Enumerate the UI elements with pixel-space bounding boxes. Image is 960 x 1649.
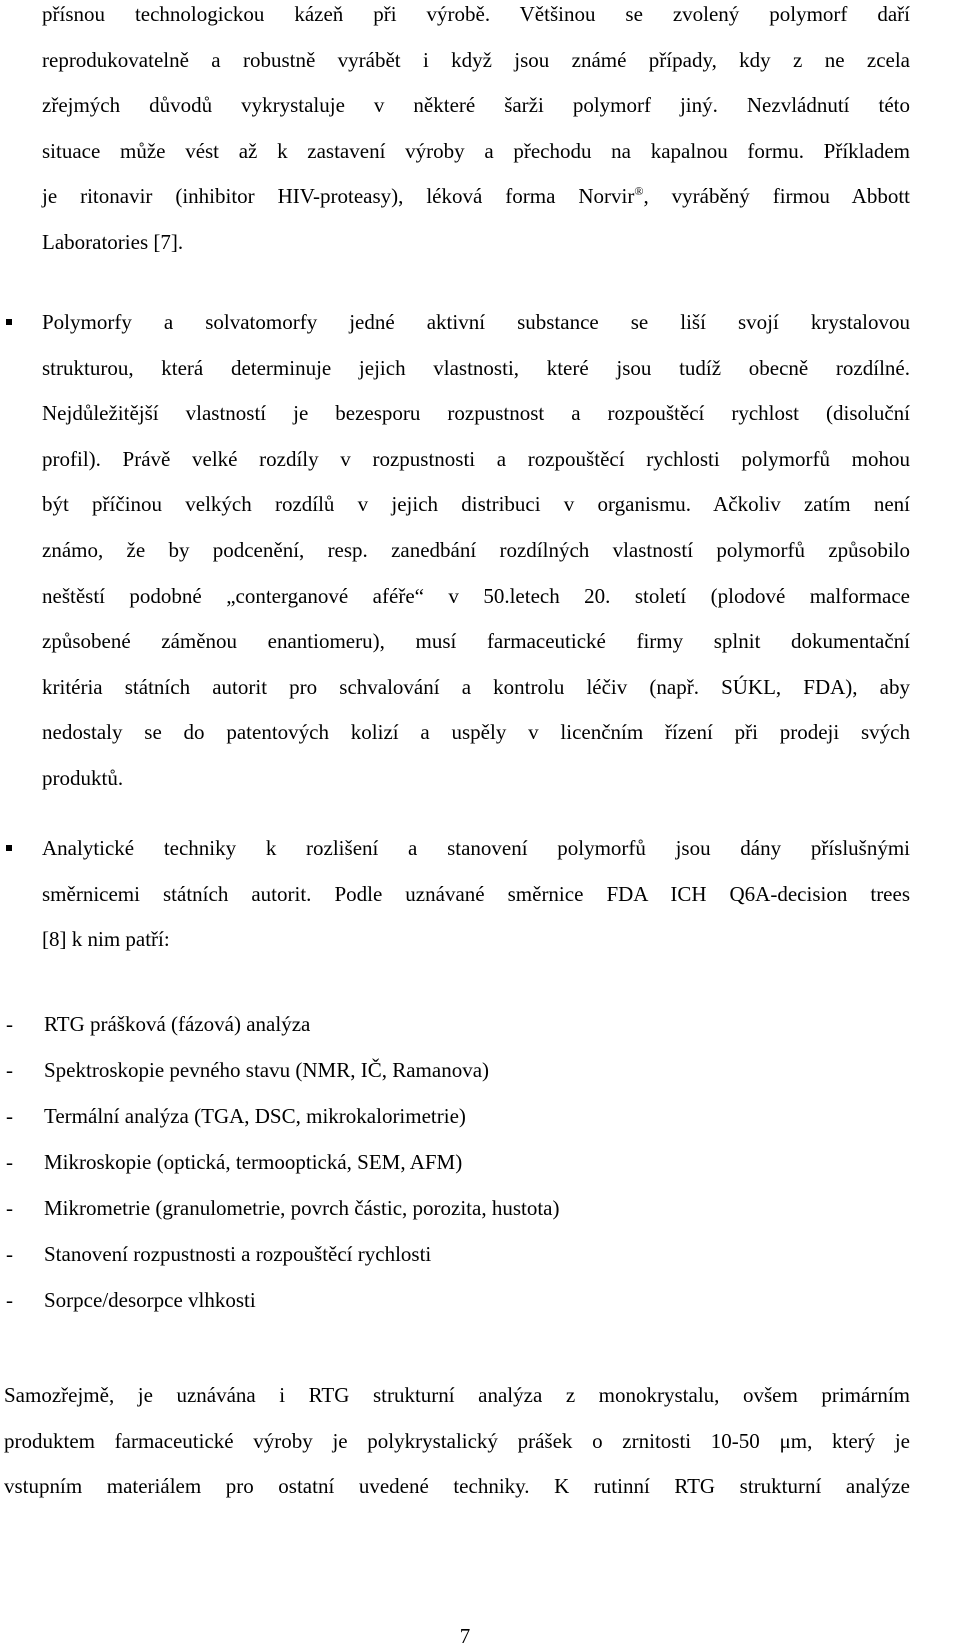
text-line: nedostaly se do patentových kolizí a uspěly v licenčním řízení při prodeji svých: [42, 720, 910, 745]
list-item-text: Mikroskopie (optická, termooptická, SEM, AFM): [44, 1150, 463, 1174]
intro-paragraph: [42, 0, 910, 266]
text-line: kritéria státních autorit pro schvalování a kontrolu léčiv (např. SÚKL, FDA), aby: [42, 674, 910, 699]
text-line: Polymorfy a solvatomorfy jedné aktivní substance se liší svojí krystalovou: [42, 310, 910, 334]
text-line-with-mark: [42, 174, 910, 220]
text-segment: , vyráběný firmou Abbott: [643, 184, 910, 209]
text-line: strukturou, která determinuje jejich vlastnosti, které jsou tudíž obecně rozdílné.: [42, 355, 910, 380]
polymorphs-paragraph: [42, 300, 910, 802]
dash-bullet: -: [6, 1012, 13, 1036]
text-line: reprodukovatelně a robustně vyrábět i když jsou známé případy, kdy z ne zcela: [42, 47, 910, 72]
list-item-text: RTG prášková (fázová) analýza: [44, 1012, 311, 1036]
list-item: [0, 1101, 900, 1131]
text-line: [8] k nim patří:: [42, 927, 170, 952]
list-item: [0, 1285, 900, 1315]
list-item-text: Sorpce/desorpce vlhkosti: [44, 1288, 256, 1312]
text-line: způsobené záměnou enantiomeru), musí farmaceutické firmy splnit dokumentační: [42, 629, 910, 654]
list-item-text: Mikrometrie (granulometrie, povrch částic, porozita, hustota): [44, 1196, 560, 1220]
list-item: [0, 1147, 900, 1177]
square-bullet-icon: [6, 845, 12, 851]
list-item-text: Termální analýza (TGA, DSC, mikrokalorimetrie): [44, 1104, 466, 1128]
square-bullet-icon: [6, 319, 12, 325]
text-line: Analytické techniky k rozlišení a stanovení polymorfů jsou dány příslušnými: [42, 836, 910, 860]
list-item: [0, 1239, 900, 1269]
dash-bullet: -: [6, 1288, 13, 1312]
techniques-paragraph: [42, 826, 910, 963]
registered-mark: ®: [634, 184, 644, 199]
text-line: Nejdůležitější vlastností je bezesporu rozpustnost a rozpouštěcí rychlost (disoluční: [42, 401, 910, 426]
text-line: Laboratories [7].: [42, 229, 184, 254]
text-line: přísnou technologickou kázeň při výrobě. Většinou se zvolený polymorf daří: [42, 2, 910, 26]
list-item: [0, 1055, 900, 1085]
dash-bullet: -: [6, 1150, 13, 1174]
text-line: známo, že by podcenění, resp. zanedbání rozdílných vlastností polymorfů způsobilo: [42, 537, 910, 562]
text-line: produktem farmaceutické výroby je polykrystalický prášek o zrnitosti 10-50 μm, který je: [4, 1428, 910, 1453]
text-line: profil). Právě velké rozdíly v rozpustnosti a rozpouštěcí rychlosti polymorfů mohou: [42, 446, 910, 471]
text-line: vstupním materiálem pro ostatní uvedené techniky. K rutinní RTG strukturní analýze: [4, 1474, 910, 1499]
text-line: zřejmých důvodů vykrystaluje v některé šarži polymorf jiný. Nezvládnutí této: [42, 93, 910, 118]
dash-bullet: -: [6, 1242, 13, 1266]
dash-bullet: -: [6, 1104, 13, 1128]
list-item: [0, 1193, 900, 1223]
list-item: [0, 1009, 900, 1039]
text-line: Samozřejmě, je uznávána i RTG strukturní analýza z monokrystalu, ovšem primárním: [4, 1383, 910, 1407]
text-segment: je ritonavir (inhibitor HIV-proteasy), léková forma Norvir: [42, 184, 635, 209]
text-line: směrnicemi státních autorit. Podle uznávané směrnice FDA ICH Q6A-decision trees: [42, 881, 910, 906]
closing-paragraph: [4, 1373, 910, 1510]
text-line: neštěstí podobné „conterganové aféře“ v 50.letech 20. století (plodové malformace: [42, 583, 910, 608]
page-number: 7: [459, 1624, 471, 1648]
text-line: situace může vést až k zastavení výroby a přechodu na kapalnou formu. Příkladem: [42, 138, 910, 163]
text-line: produktů.: [42, 765, 124, 790]
dash-bullet: -: [6, 1196, 13, 1220]
dash-bullet: -: [6, 1058, 13, 1082]
list-item-text: Stanovení rozpustnosti a rozpouštěcí rychlosti: [44, 1242, 432, 1266]
list-item-text: Spektroskopie pevného stavu (NMR, IČ, Ramanova): [44, 1058, 490, 1082]
text-line: být příčinou velkých rozdílů v jejich distribuci v organismu. Ačkoliv zatím není: [42, 492, 910, 517]
